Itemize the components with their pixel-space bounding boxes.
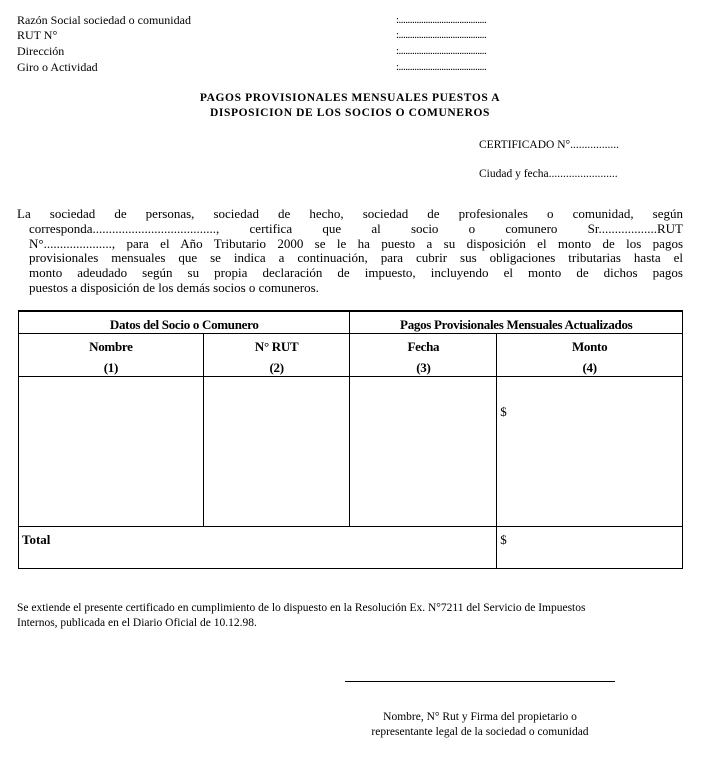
header-value-giro: :....................................... [396, 61, 487, 73]
certificate-number: CERTIFICADO N°................. [479, 139, 619, 151]
column-name-rut: N° RUT [254, 338, 299, 354]
body-line-2: corresponda......................................, certifica que al socio o comunero Sr..................RUT [29, 220, 683, 236]
column-name-nombre: Nombre [89, 338, 133, 354]
header-value-razon-social: :....................................... [396, 14, 487, 26]
body-line-4: provisionales mensuales que se indica a continuación, para cubrir sus obligaciones tributarias hasta el [29, 250, 683, 266]
column-num-fecha: (3) [416, 359, 431, 375]
footnote-line-1: Se extiende el presente certificado en cumplimiento de lo dispuesto en la Resolución Ex. N°7211 del Servicio de Impuestos [17, 602, 586, 614]
group-header-pagos-label: Pagos Provisionales Mensuales Actualizados [400, 316, 633, 332]
total-label: Total [22, 531, 51, 547]
column-name-monto: Monto [571, 338, 608, 354]
group-header-socio [19, 311, 350, 333]
column-name-fecha: Fecha [407, 338, 440, 354]
document-title-line2: DISPOSICION DE LOS SOCIOS O COMUNEROS [209, 107, 491, 119]
body-line-5: monto adeudado según su propia declaración de impuesto, incluyendo el monto de dichos pagos [29, 265, 683, 281]
signature-caption [340, 710, 620, 740]
body-line-3: N°....................., para el Año Tributario 2000 se le ha puesto a su disposición el monto de los pagos [29, 235, 683, 251]
header-label-direccion: Dirección [17, 44, 65, 58]
header-label-giro: Giro o Actividad [17, 60, 98, 74]
cell-nombre[interactable] [19, 376, 204, 526]
cell-monto[interactable] [497, 376, 683, 526]
header-value-rut: :....................................... [396, 29, 487, 41]
body-line-1: La sociedad de personas, sociedad de hecho, sociedad de profesionales o comunidad, según [17, 206, 683, 221]
column-num-rut: (2) [269, 359, 284, 375]
total-currency: $ [500, 531, 507, 547]
document-title-line1: PAGOS PROVISIONALES MENSUALES PUESTOS A [199, 92, 501, 104]
column-header-fecha [350, 333, 497, 376]
total-value-cell[interactable] [497, 526, 683, 568]
column-header-nombre [19, 333, 204, 376]
header-label-razon-social: Razón Social sociedad o comunidad [17, 13, 191, 27]
column-num-monto: (4) [582, 359, 597, 375]
total-label-cell [19, 526, 497, 568]
certificate-city-date: Ciudad y fecha........................ [479, 168, 618, 180]
column-num-nombre: (1) [103, 359, 118, 375]
header-value-direccion: :....................................... [396, 45, 487, 57]
group-header-pagos [350, 311, 683, 333]
footnote-line-2: Internos, publicada en el Diario Oficial de 10.12.98. [17, 617, 257, 629]
payments-table [18, 310, 683, 569]
column-header-monto [497, 333, 683, 376]
body-paragraph [17, 207, 683, 296]
signature-caption-line-1: Nombre, N° Rut y Firma del propietario o [383, 711, 577, 723]
monto-currency: $ [500, 403, 507, 419]
header-label-rut: RUT N° [17, 28, 58, 42]
signature-line [345, 681, 615, 682]
footnote [17, 601, 707, 631]
group-header-socio-label: Datos del Socio o Comunero [109, 316, 259, 332]
cell-rut[interactable] [203, 376, 350, 526]
cell-fecha[interactable] [350, 376, 497, 526]
body-line-6: puestos a disposición de los demás socios o comuneros. [29, 279, 319, 295]
signature-caption-line-2: representante legal de la sociedad o comunidad [371, 726, 589, 738]
column-header-rut [203, 333, 350, 376]
